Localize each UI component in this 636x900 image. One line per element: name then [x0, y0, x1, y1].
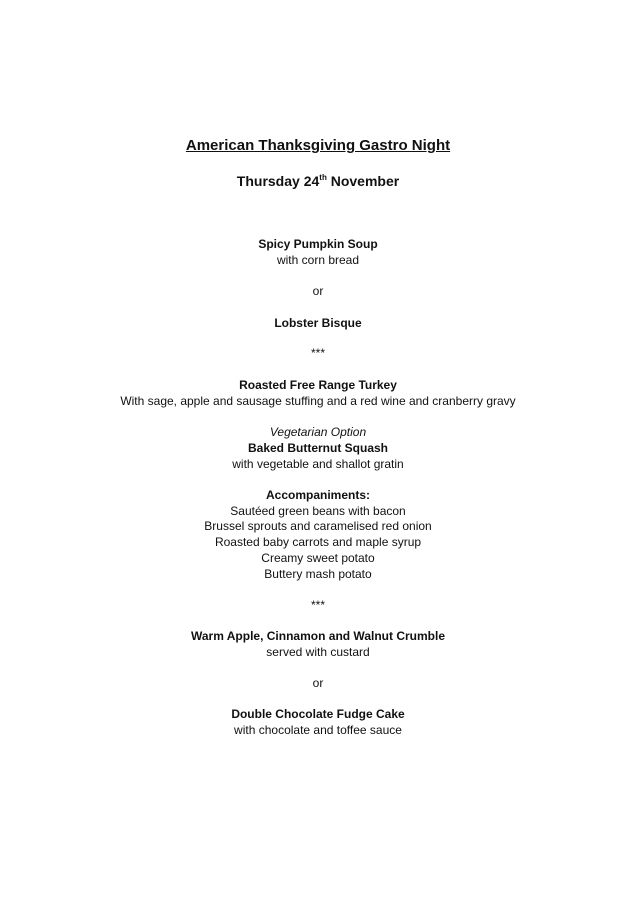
dessert-1-desc: served with custard	[266, 645, 370, 659]
menu-title: American Thanksgiving Gastro Night	[185, 137, 451, 154]
dessert-or: or	[312, 676, 324, 690]
vegetarian-name: Baked Butternut Squash	[247, 441, 388, 455]
vegetarian-label: Vegetarian Option	[269, 425, 367, 439]
accompaniment-item: Brussel sprouts and caramelised red onion	[204, 519, 432, 533]
accompaniment-item: Sautéed green beans with bacon	[230, 504, 406, 518]
accompaniment-item: Roasted baby carrots and maple syrup	[214, 535, 422, 549]
event-date	[0, 171, 636, 191]
date-day: Thursday 24	[236, 173, 320, 189]
vegetarian-desc: with vegetable and shallot gratin	[232, 457, 404, 471]
starter-1-name: Spicy Pumpkin Soup	[258, 237, 378, 251]
accompaniment-item: Buttery mash potato	[264, 567, 372, 581]
starter-1-desc: with corn bread	[276, 253, 360, 267]
starter-or: or	[312, 284, 324, 298]
dessert-2-desc: with chocolate and toffee sauce	[234, 723, 402, 737]
date-suffix: th	[319, 173, 327, 182]
main-desc: With sage, apple and sausage stuffing and a red wine and cranberry gravy	[120, 394, 516, 408]
separator-1: ***	[310, 346, 325, 360]
separator-2: ***	[310, 598, 325, 612]
main-name: Roasted Free Range Turkey	[239, 378, 397, 392]
starter-2-name: Lobster Bisque	[274, 316, 362, 330]
accompaniment-item: Creamy sweet potato	[261, 551, 375, 565]
dessert-2-name: Double Chocolate Fudge Cake	[231, 707, 405, 721]
dessert-1-name: Warm Apple, Cinnamon and Walnut Crumble	[190, 629, 445, 643]
accompaniments-heading: Accompaniments:	[265, 488, 371, 502]
date-month: November	[330, 173, 400, 189]
